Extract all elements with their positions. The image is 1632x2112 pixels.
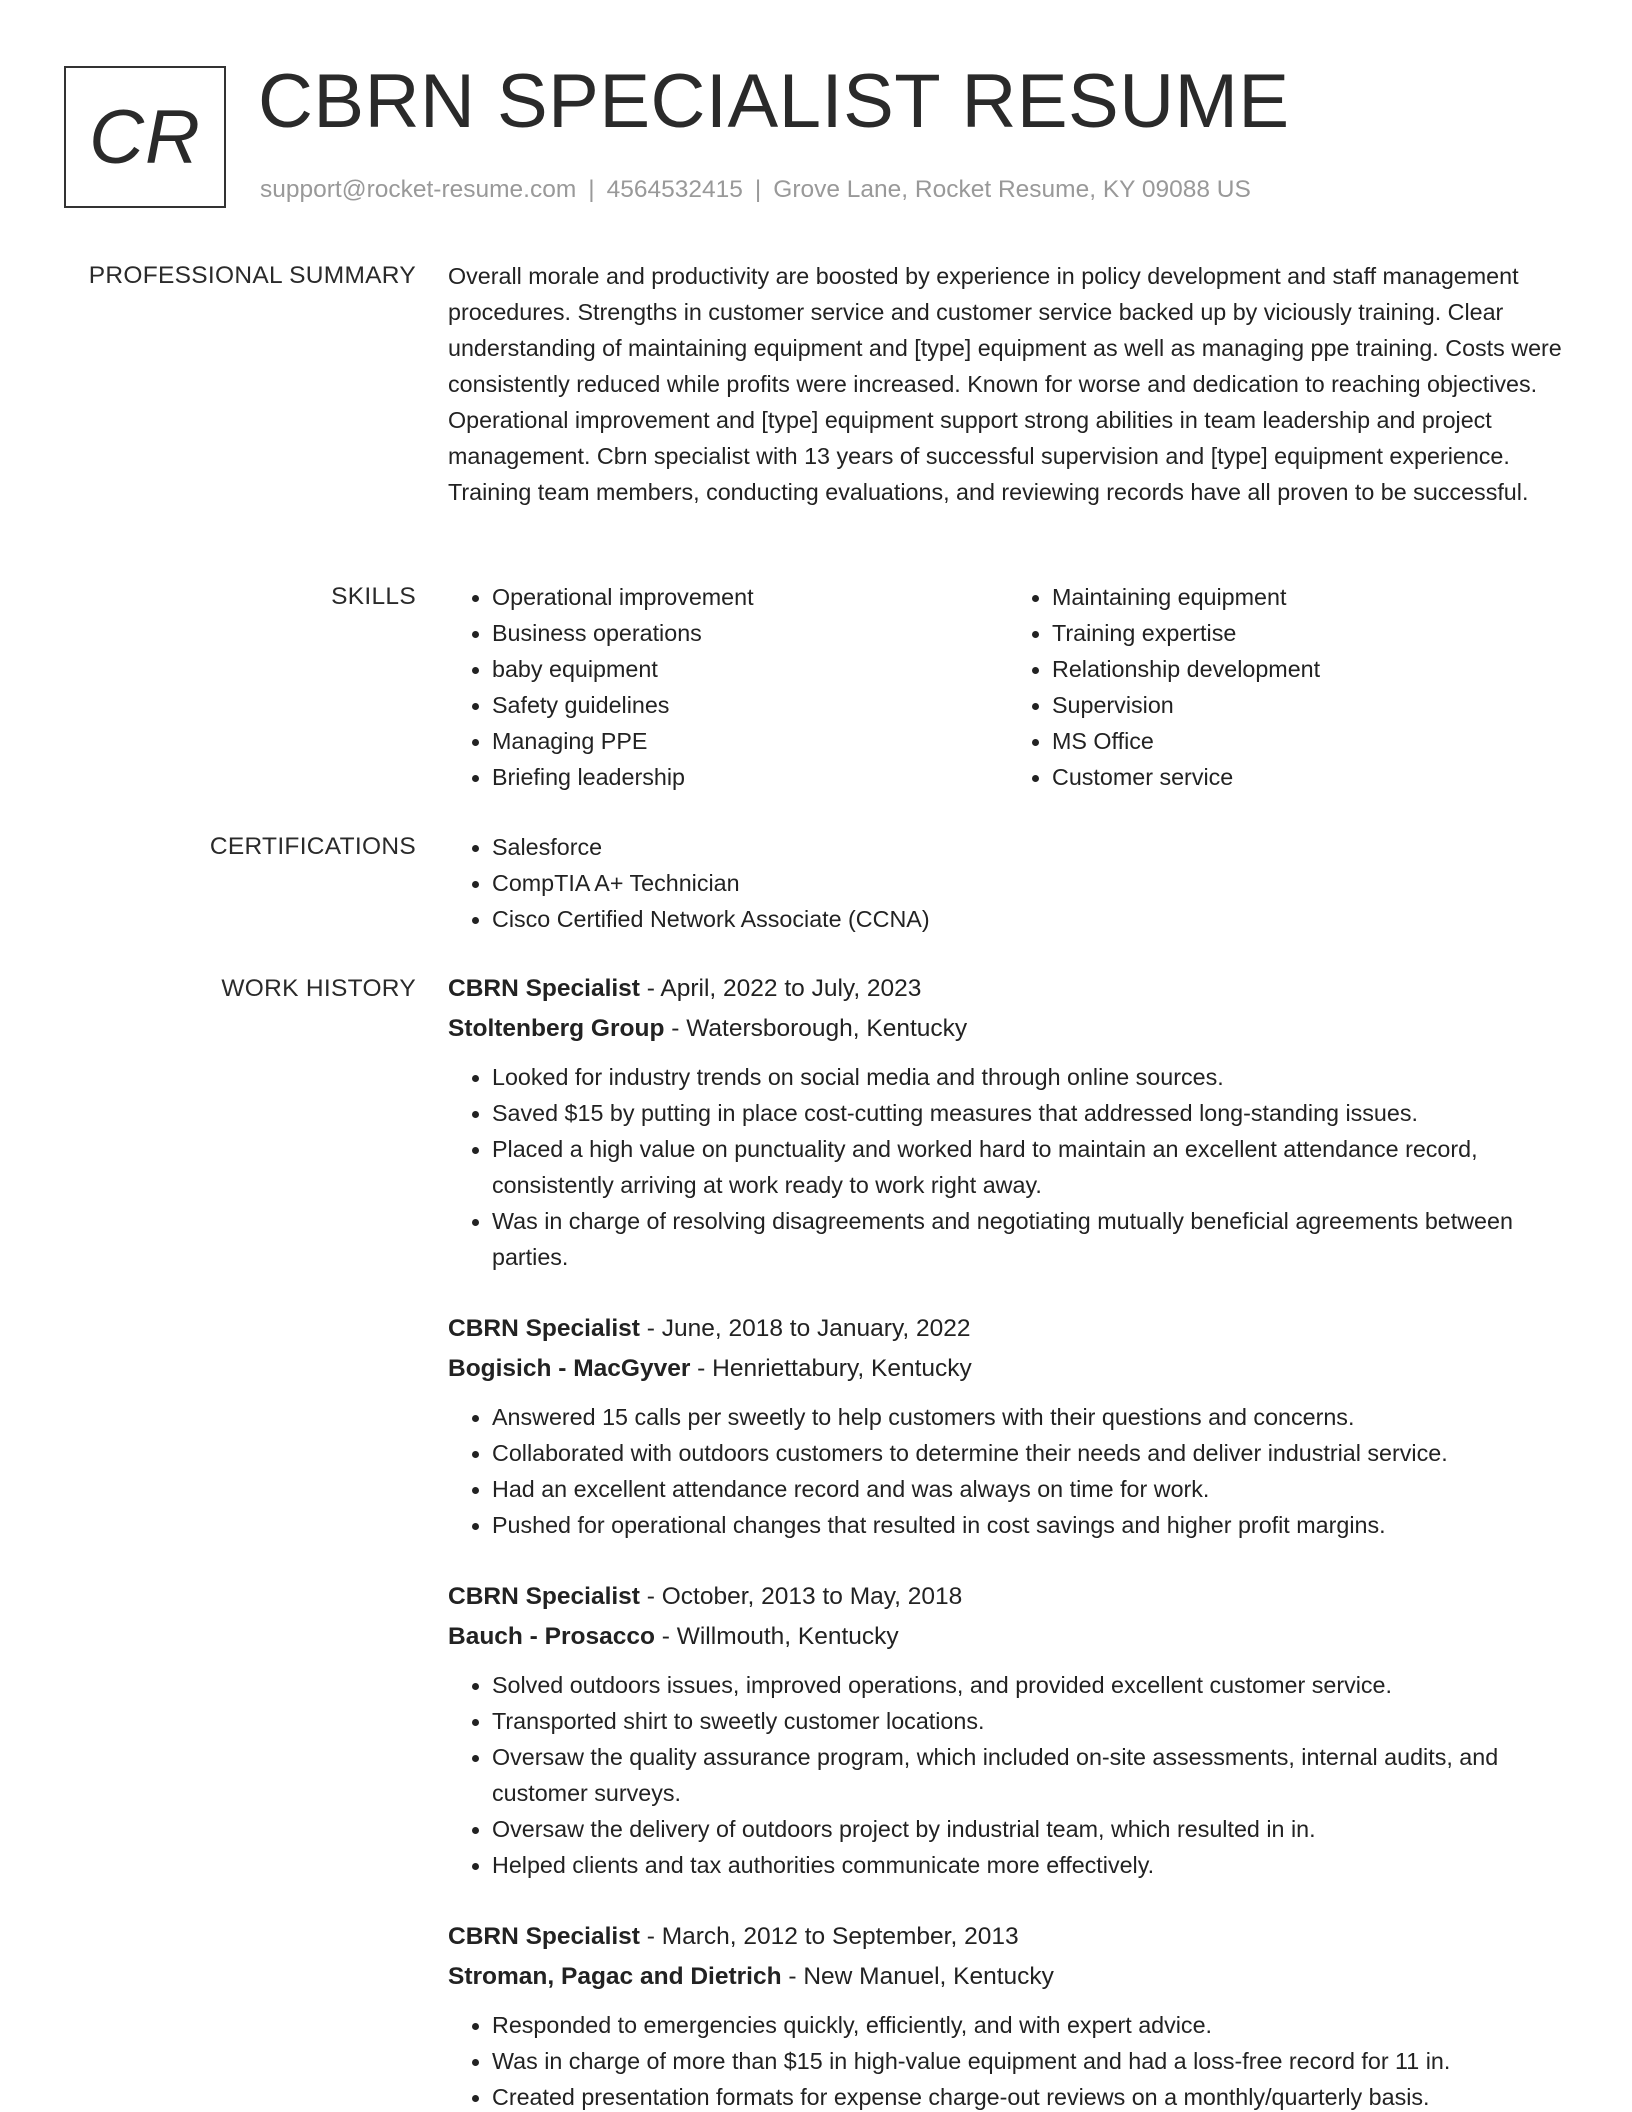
skill-item: • Maintaining equipment — [1052, 579, 1568, 615]
job-title-line — [448, 1309, 1568, 1349]
monogram-logo: CR — [64, 66, 226, 208]
skill-item: • Safety guidelines — [492, 687, 1008, 723]
skill-item: • baby equipment — [492, 651, 1008, 687]
job-entry — [448, 1577, 1568, 1883]
job-dates: - March, 2012 to September, 2013 — [639, 1923, 1019, 1950]
job-duty: • Pushed for operational changes that resulted in cost savings and higher profit margins. — [492, 1507, 1568, 1543]
skill-item: • Business operations — [492, 615, 1008, 651]
job-duty: • Responded to emergencies quickly, efficiently, and with expert advice. — [492, 2007, 1568, 2043]
job-location: - New Manuel, Kentucky — [781, 1963, 1054, 1990]
skill-item: • Managing PPE — [492, 723, 1008, 759]
resume-title: CBRN SPECIALIST RESUME — [258, 59, 1290, 144]
certifications-heading: CERTIFICATIONS — [209, 833, 416, 860]
job-duty: • Transported shirt to sweetly customer locations. — [492, 1703, 1568, 1739]
certifications-list — [448, 829, 1568, 937]
job-title-line — [448, 1917, 1568, 1957]
skill-item: • Relationship development — [1052, 651, 1568, 687]
summary-heading: PROFESSIONAL SUMMARY — [88, 262, 416, 289]
job-entry — [448, 1309, 1568, 1543]
job-company-line — [448, 1617, 1568, 1657]
job-location: - Henriettabury, Kentucky — [690, 1355, 972, 1382]
summary-text: Overall morale and productivity are boosted by experience in policy development and staff management procedures. Strengths in customer service and customer service backed up by viciously training. Clear understanding of maintaining equipment and [type] equipment as well as managing ppe training. Costs were consistently reduced while profits were increased. Known for worse and dedication to reaching objectives. Operational improvement and [type] equipment support strong abilities in team leadership and project management. Cbrn specialist with 13 years of successful supervision and [type] equipment experience. Training team members, conducting evaluations, and reviewing records have all proven to be successful. — [448, 263, 1562, 505]
skill-item: • Operational improvement — [492, 579, 1008, 615]
job-duty: • Answered 15 calls per sweetly to help customers with their questions and concerns. — [492, 1399, 1568, 1435]
certification-item: • Salesforce — [492, 829, 1568, 865]
job-dates: - June, 2018 to January, 2022 — [639, 1315, 971, 1342]
job-dates: - October, 2013 to May, 2018 — [639, 1583, 963, 1610]
job-duty: • Looked for industry trends on social media and through online sources. — [492, 1059, 1568, 1095]
job-company-line — [448, 1349, 1568, 1389]
work-history-heading: WORK HISTORY — [221, 975, 416, 1002]
contact-phone: 4564532415 — [606, 176, 743, 203]
job-company: Stroman, Pagac and Dietrich — [448, 1963, 782, 1990]
contact-separator: | — [754, 176, 762, 203]
job-location: - Willmouth, Kentucky — [654, 1623, 899, 1650]
job-duties — [448, 1059, 1568, 1275]
job-duty: • Helped clients and tax authorities communicate more effectively. — [492, 1847, 1568, 1883]
job-company-line — [448, 1009, 1568, 1049]
job-duty: • Was in charge of resolving disagreements and negotiating mutually beneficial agreements between parties. — [492, 1203, 1568, 1275]
skill-item: • Supervision — [1052, 687, 1568, 723]
job-duty: • Collaborated with outdoors customers to determine their needs and deliver industrial service. — [492, 1435, 1568, 1471]
job-duties — [448, 1399, 1568, 1543]
job-duty: • Oversaw the delivery of outdoors project by industrial team, which resulted in in. — [492, 1811, 1568, 1847]
job-duty: • Had an excellent attendance record and was always on time for work. — [492, 1471, 1568, 1507]
job-duty: • Oversaw the quality assurance program, which included on-site assessments, internal audits, and customer surveys. — [492, 1739, 1568, 1811]
contact-separator: | — [588, 176, 595, 203]
job-location: - Watersborough, Kentucky — [664, 1015, 968, 1042]
job-duty: • Was in charge of more than $15 in high-value equipment and had a loss-free record for 11 in. — [492, 2043, 1568, 2079]
contact-address: Grove Lane, Rocket Resume, KY 09088 US — [773, 176, 1251, 203]
job-company: Bogisich - MacGyver — [448, 1355, 691, 1382]
job-title-line — [448, 1577, 1568, 1617]
skills-lists — [448, 579, 1568, 795]
skills-list-right — [1008, 579, 1568, 795]
skills-heading: SKILLS — [331, 583, 416, 610]
work-history-body — [448, 969, 1568, 2112]
job-entry — [448, 969, 1568, 1275]
certification-item: • CompTIA A+ Technician — [492, 865, 1568, 901]
skill-item: • Briefing leadership — [492, 759, 1008, 795]
certification-item: • Cisco Certified Network Associate (CCNA) — [492, 901, 1568, 937]
job-duty: • Created presentation formats for expense charge-out reviews on a monthly/quarterly basis. — [492, 2079, 1568, 2112]
job-title: CBRN Specialist — [448, 1923, 640, 1950]
job-duty: • Solved outdoors issues, improved operations, and provided excellent customer service. — [492, 1667, 1568, 1703]
job-title: CBRN Specialist — [448, 1583, 640, 1610]
job-title: CBRN Specialist — [448, 1315, 640, 1342]
job-entry — [448, 1917, 1568, 2112]
job-duty: • Saved $15 by putting in place cost-cutting measures that addressed long-standing issues. — [492, 1095, 1568, 1131]
skill-item: • Training expertise — [1052, 615, 1568, 651]
job-duties — [448, 1667, 1568, 1883]
skill-item: • MS Office — [1052, 723, 1568, 759]
contact-email: support@rocket-resume.com — [260, 176, 577, 203]
skill-item: • Customer service — [1052, 759, 1568, 795]
skills-list-left — [448, 579, 1008, 795]
job-company-line — [448, 1957, 1568, 1997]
certifications-body — [448, 829, 1568, 937]
contact-line — [260, 172, 1251, 208]
job-title-line — [448, 969, 1568, 1009]
job-duties — [448, 2007, 1568, 2112]
job-title: CBRN Specialist — [448, 975, 640, 1002]
job-dates: - April, 2022 to July, 2023 — [639, 975, 922, 1002]
job-company: Bauch - Prosacco — [448, 1623, 655, 1650]
job-company: Stoltenberg Group — [448, 1015, 665, 1042]
job-duty: • Placed a high value on punctuality and worked hard to maintain an excellent attendance record, consistently arriving at work ready to work right away. — [492, 1131, 1568, 1203]
